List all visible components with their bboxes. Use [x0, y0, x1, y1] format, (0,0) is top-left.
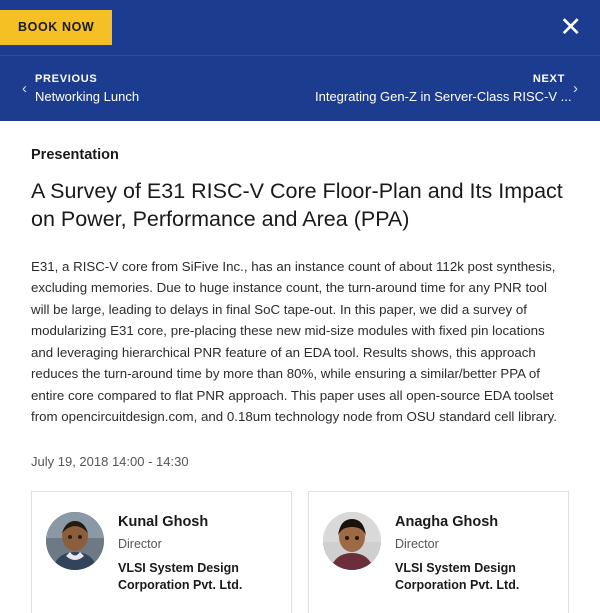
- previous-label: PREVIOUS: [35, 73, 98, 85]
- list-item[interactable]: [308, 491, 569, 613]
- next-session-text: [315, 73, 572, 104]
- page-title: A Survey of E31 RISC-V Core Floor-Plan and Its Impact on Power, Performance and Area (PPA): [31, 179, 563, 232]
- session-detail: [0, 121, 600, 613]
- next-label: NEXT: [532, 73, 565, 85]
- next-session-link[interactable]: [300, 73, 586, 104]
- avatar: [46, 512, 104, 570]
- list-item[interactable]: [31, 491, 292, 613]
- close-icon[interactable]: ✕: [559, 14, 600, 41]
- speaker-name: Anagha Ghosh: [395, 514, 499, 530]
- top-bar: [0, 0, 600, 55]
- speaker-info: [118, 512, 277, 595]
- speaker-role: Director: [118, 537, 162, 551]
- speaker-organization: VLSI System Design Corporation Pvt. Ltd.: [395, 561, 520, 593]
- previous-session-text: [35, 73, 139, 104]
- next-title: Integrating Gen-Z in Server-Class RISC-V ...: [315, 89, 572, 104]
- speaker-name: Kunal Ghosh: [118, 514, 209, 530]
- chevron-right-icon[interactable]: ›: [573, 80, 578, 97]
- chevron-left-icon[interactable]: ‹: [22, 80, 27, 97]
- session-datetime: July 19, 2018 14:00 - 14:30: [31, 454, 189, 469]
- speaker-list: [31, 491, 569, 613]
- previous-title: Networking Lunch: [35, 89, 140, 104]
- session-abstract: E31, a RISC-V core from SiFive Inc., has an instance count of about 112k post synthesis, excluding memories. Due to huge instance count, the turn-around time for any PNR tool will be large, leading to delays in final SoC tape-out. In this paper, we did a survey of modularizing E31 core, pre-placing these new mid-size modules with fixed pin locations and leveraging hierarchical PNR feature of an EDA tool. Results shows, this approach reduces the turn-around time by more than 80%, while ensuring a similar/better PPA of entire core compared to flat PNR approach. This paper uses all open-source EDA toolset from opencircuitdesign.com, and 0.18um technology node from OSU standard cell library.: [31, 258, 557, 425]
- avatar: [323, 512, 381, 570]
- speaker-info: [395, 512, 554, 595]
- speaker-organization: VLSI System Design Corporation Pvt. Ltd.: [118, 561, 243, 593]
- previous-session-link[interactable]: [14, 73, 300, 104]
- speaker-role: Director: [395, 537, 439, 551]
- session-type-label: Presentation: [31, 147, 119, 163]
- session-navigation: [0, 55, 600, 121]
- book-now-button[interactable]: BOOK NOW: [0, 10, 112, 45]
